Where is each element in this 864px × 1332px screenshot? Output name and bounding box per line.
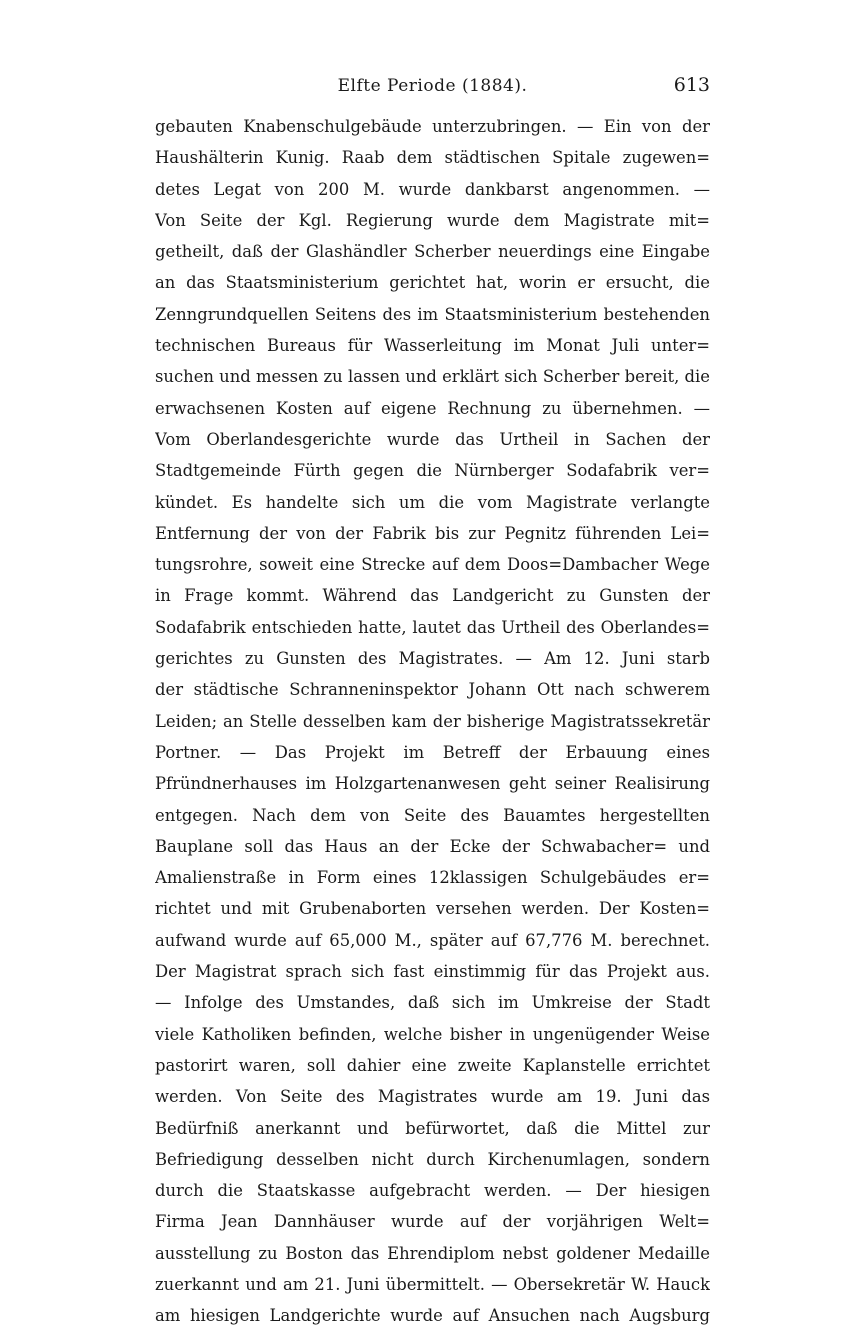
page-header [155, 70, 710, 102]
text-line: technischen Bureaus für Wasserleitung im Monat Juli unter= [155, 336, 710, 356]
text-line: detes Legat von 200 M. wurde dankbarst angenommen. — [155, 179, 710, 199]
text-line: kündet. Es handelte sich um die vom Magistrate verlangte [155, 492, 710, 512]
text-line: am hiesigen Landgerichte wurde auf Ansuchen nach Augsburg [155, 1306, 710, 1326]
text-line: getheilt, daß der Glashändler Scherber neuerdings eine Eingabe [155, 242, 710, 262]
text-line: Stadtgemeinde Fürth gegen die Nürnberger Sodafabrik ver= [155, 461, 710, 481]
text-line: an das Staatsministerium gerichtet hat, worin er ersucht, die [155, 273, 710, 293]
body-text [155, 111, 710, 1332]
text-line: aufwand wurde auf 65,000 M., später auf 67,776 M. berechnet. [155, 930, 710, 950]
text-line: gebauten Knabenschulgebäude unterzubringen. — Ein von der [155, 117, 710, 136]
text-line: suchen und messen zu lassen und erklärt sich Scherber bereit, die [155, 367, 710, 387]
running-title: Elfte Periode (1884). [337, 76, 528, 96]
text-line: Portner. — Das Projekt im Betreff der Erbauung eines [155, 742, 710, 762]
text-line: ausstellung zu Boston das Ehrendiplom nebst goldener Medaille [155, 1243, 710, 1263]
text-line: Der Magistrat sprach sich fast einstimmig für das Projekt aus. [155, 962, 710, 982]
text-line: Bauplane soll das Haus an der Ecke der Schwabacher= und [155, 836, 710, 856]
text-line: entgegen. Nach dem von Seite des Bauamtes hergestellten [155, 805, 710, 825]
text-line: Pfründnerhauses im Holzgartenanwesen geht seiner Realisirung [155, 774, 710, 794]
text-line: richtet und mit Grubenaborten versehen werden. Der Kosten= [155, 899, 710, 919]
text-line: zuerkannt und am 21. Juni übermittelt. — Obersekretär W. Hauck [155, 1274, 710, 1294]
text-line: durch die Staatskasse aufgebracht werden. — Der hiesigen [155, 1181, 710, 1201]
text-line: Befriedigung desselben nicht durch Kirchenumlagen, sondern [155, 1149, 710, 1169]
text-line: werden. Von Seite des Magistrates wurde am 19. Juni das [155, 1087, 710, 1107]
text-line: Entfernung der von der Fabrik bis zur Pegnitz führenden Lei= [155, 523, 710, 543]
text-line: — Infolge des Umstandes, daß sich im Umkreise der Stadt [155, 993, 710, 1013]
text-line: viele Katholiken befinden, welche bisher in ungenügender Weise [155, 1024, 710, 1044]
text-line: in Frage kommt. Während das Landgericht zu Gunsten der [155, 586, 710, 606]
text-line: gerichtes zu Gunsten des Magistrates. — Am 12. Juni starb [155, 649, 710, 669]
text-line: Amalienstraße in Form eines 12klassigen Schulgebäudes er= [155, 868, 710, 888]
text-line: pastorirt waren, soll dahier eine zweite Kaplanstelle errichtet [155, 1055, 710, 1075]
text-line: Zenngrundquellen Seitens des im Staatsministerium bestehenden [155, 304, 710, 324]
text-line: der städtische Schranneninspektor Johann Ott nach schwerem [155, 680, 710, 700]
text-line: Bedürfniß anerkannt und befürwortet, daß die Mittel zur [155, 1118, 710, 1138]
text-line: Von Seite der Kgl. Regierung wurde dem Magistrate mit= [155, 210, 710, 230]
page-number: 613 [673, 74, 710, 96]
text-line: Leiden; an Stelle desselben kam der bisherige Magistratssekretär [155, 711, 710, 731]
text-line: Vom Oberlandesgerichte wurde das Urtheil in Sachen der [155, 429, 710, 449]
text-line: Firma Jean Dannhäuser wurde auf der vorjährigen Welt= [155, 1212, 710, 1232]
text-line: Sodafabrik entschieden hatte, lautet das Urtheil des Oberlandes= [155, 617, 710, 637]
text-line: tungsrohre, soweit eine Strecke auf dem Doos=Dambacher Wege [155, 555, 710, 575]
text-line: Haushälterin Kunig. Raab dem städtischen Spitale zugewen= [155, 148, 710, 168]
text-line: erwachsenen Kosten auf eigene Rechnung zu übernehmen. — [155, 398, 710, 418]
